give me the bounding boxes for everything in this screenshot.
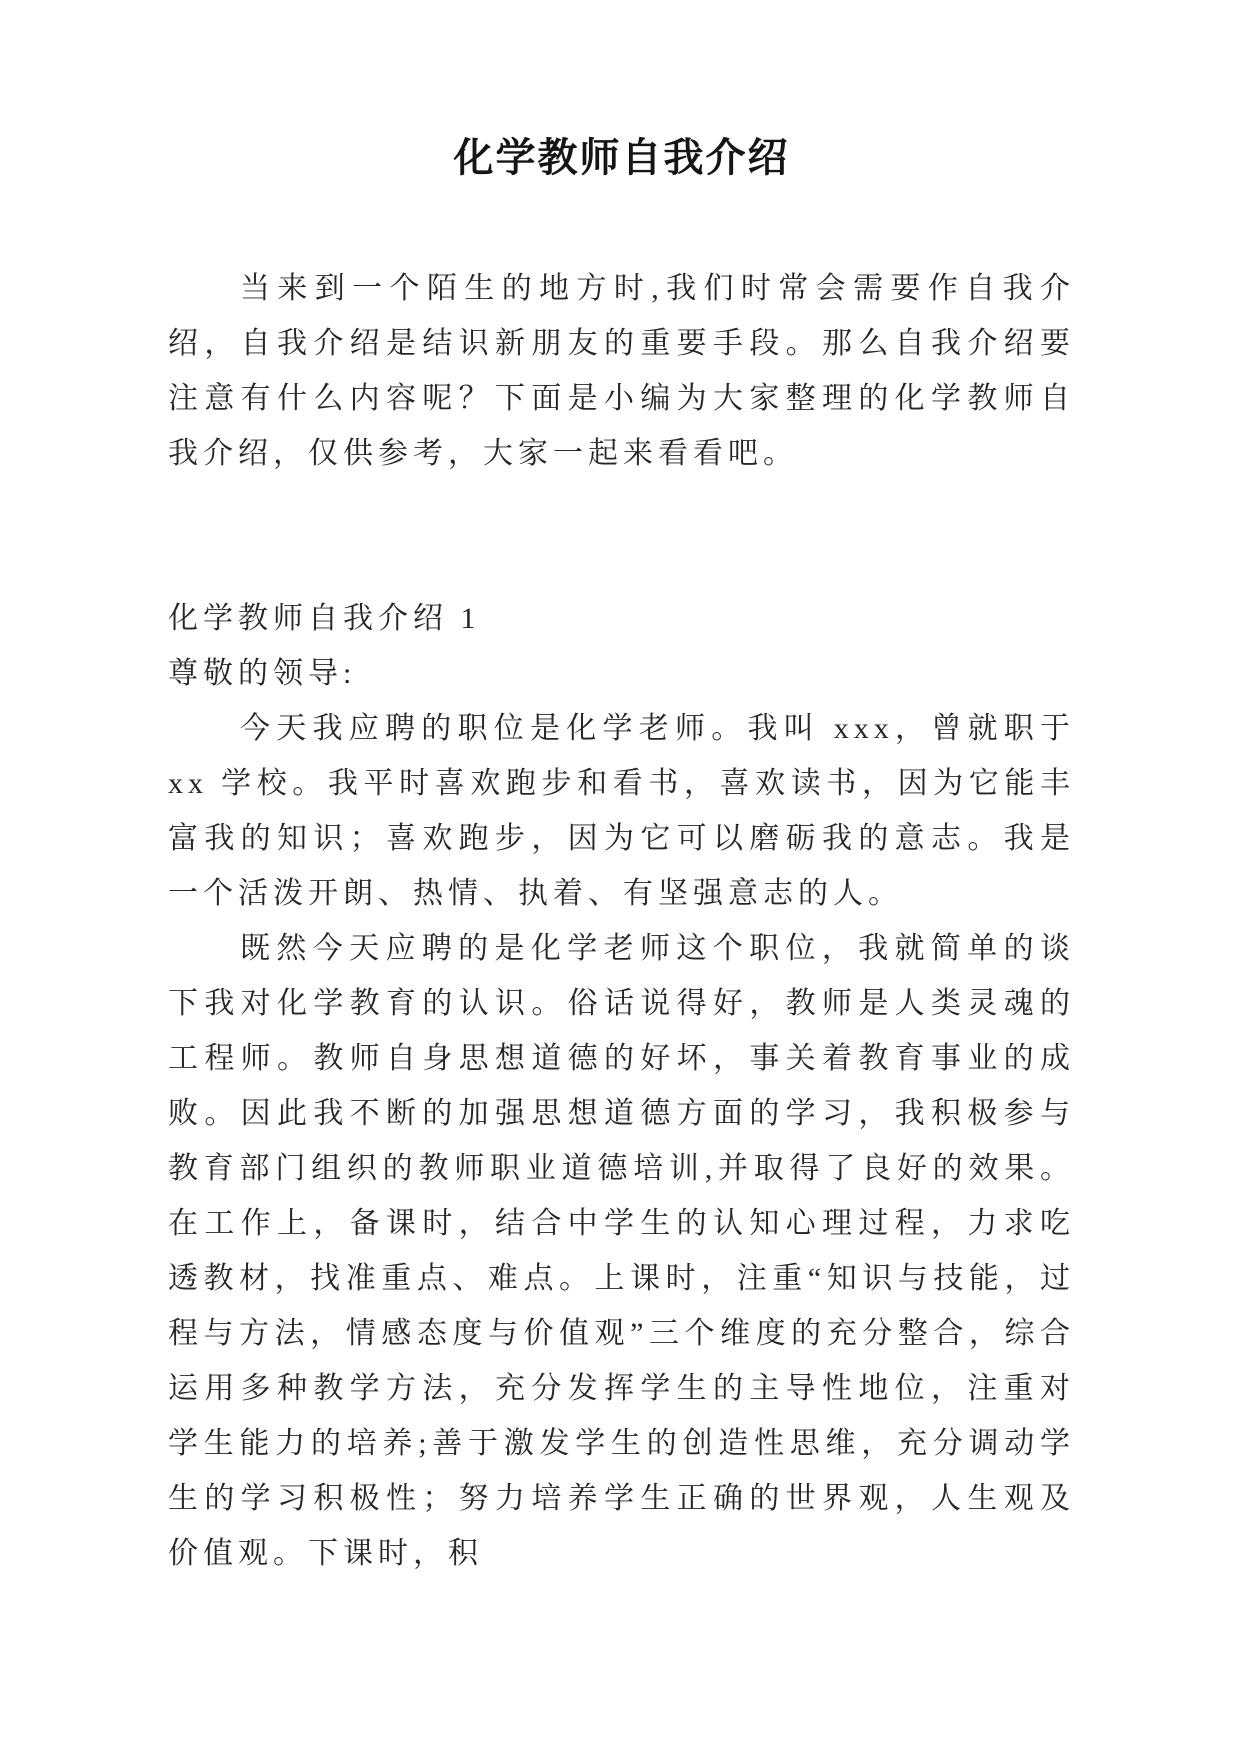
- section-heading: 化学教师自我介绍 1: [168, 602, 481, 635]
- intro-paragraph: 当来到一个陌生的地方时,我们时常会需要作自我介绍，自我介绍是结识新朋友的重要手段。那么自我介绍要注意有什么内容呢？下面是小编为大家整理的化学教师自我介绍，仅供参考，大家一起来看看吧。: [168, 272, 1075, 470]
- blank-line-gap: [168, 481, 1075, 591]
- body-paragraph-2: 既然今天应聘的是化学老师这个职位，我就简单的谈下我对化学教育的认识。俗话说得好，教师是人类灵魂的工程师。教师自身思想道德的好坏，事关着教育事业的成败。因此我不断的加强思想道德方面的学习，我积极参与教育部门组织的教师职业道德培训,并取得了良好的效果。在工作上，备课时，结合中学生的认知心理过程，力求吃透教材，找准重点、难点。上课时，注重“知识与技能，过程与方法，情感态度与价值观”三个维度的充分整合，综合运用多种教学方法，充分发挥学生的主导性地位，注重对学生能力的培养;善于激发学生的创造性思维，充分调动学生的学习积极性；努力培养学生正确的世界观，人生观及价值观。下课时，积: [168, 932, 1075, 1570]
- document-title: 化学教师自我介绍: [453, 135, 790, 180]
- salutation-line: 尊敬的领导:: [168, 657, 357, 690]
- body-paragraph-1: 今天我应聘的职位是化学老师。我叫 xxx，曾就职于 xx 学校。我平时喜欢跑步和看书，喜欢读书，因为它能丰富我的知识；喜欢跑步，因为它可以磨砺我的意志。我是一个活泼开朗、热情、执着、有坚强意志的人。: [168, 712, 1075, 910]
